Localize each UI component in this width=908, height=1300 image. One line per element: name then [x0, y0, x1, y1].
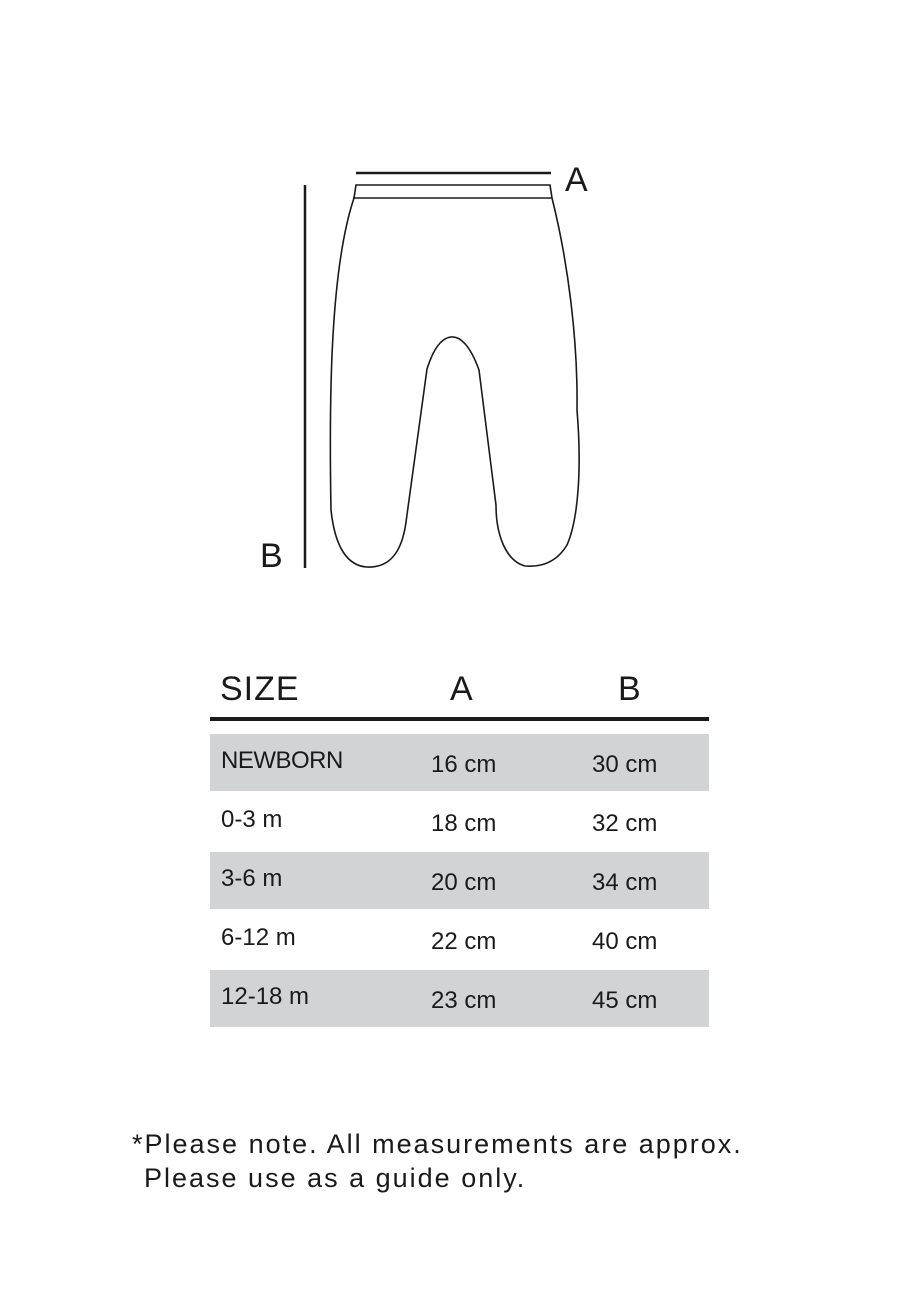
size-diagram — [0, 0, 908, 620]
table-row — [210, 970, 709, 1027]
cell-a: 16 cm — [431, 751, 497, 778]
cell-size: 12-18 m — [221, 983, 310, 1010]
cell-b: 45 cm — [592, 987, 658, 1014]
size-table — [210, 660, 709, 1027]
header-a: A — [450, 670, 474, 708]
table-row — [210, 734, 709, 791]
cell-b: 40 cm — [592, 928, 658, 955]
cell-b: 34 cm — [592, 869, 658, 896]
cell-a: 22 cm — [431, 928, 497, 955]
table-header — [210, 660, 709, 721]
table-row — [210, 911, 709, 968]
disclaimer-note — [132, 1127, 743, 1195]
cell-size: 6-12 m — [221, 924, 296, 951]
cell-size: NEWBORN — [221, 747, 343, 774]
note-line-2: Please use as a guide only. — [144, 1163, 527, 1193]
cell-b: 30 cm — [592, 751, 658, 778]
pants-outline — [330, 185, 579, 567]
cell-b: 32 cm — [592, 810, 658, 837]
note-line-1: *Please note. All measurements are approx. — [132, 1129, 743, 1159]
header-size: SIZE — [220, 670, 300, 708]
cell-size: 0-3 m — [221, 806, 283, 833]
dimension-a-label: A — [565, 161, 588, 199]
table-row — [210, 793, 709, 850]
cell-a: 18 cm — [431, 810, 497, 837]
cell-a: 20 cm — [431, 869, 497, 896]
table-row — [210, 852, 709, 909]
cell-size: 3-6 m — [221, 865, 283, 892]
dimension-b-label: B — [260, 537, 283, 575]
header-b: B — [618, 670, 642, 708]
cell-a: 23 cm — [431, 987, 497, 1014]
